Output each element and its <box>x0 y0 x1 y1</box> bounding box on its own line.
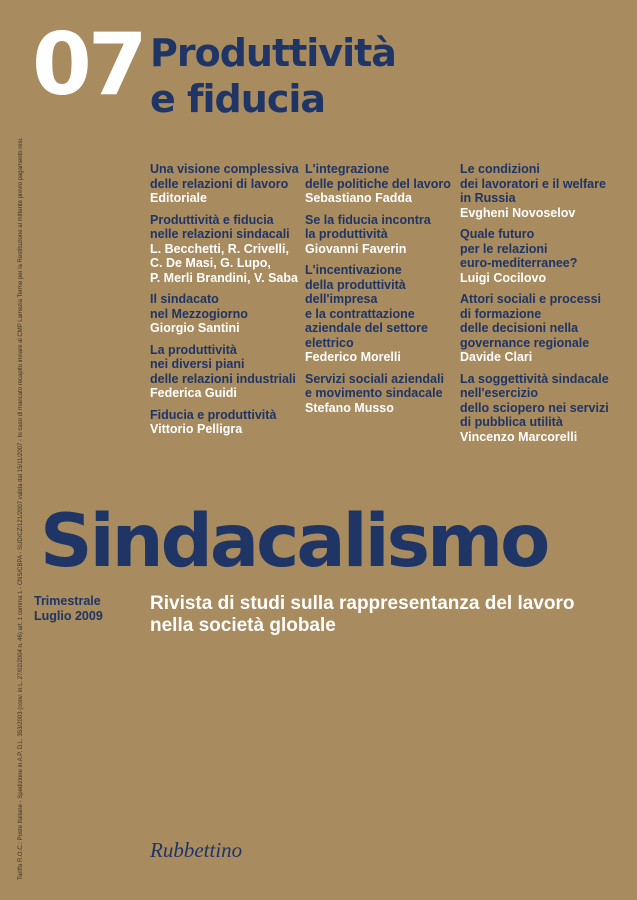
toc-column-2 <box>305 162 455 422</box>
publisher-logo: Rubbettino <box>150 838 243 862</box>
frequency: Trimestrale <box>34 594 101 608</box>
article-author: Editoriale <box>150 191 207 205</box>
article-title: Attori sociali e processi di formazione delle decisioni nella governance regionale <box>460 292 602 350</box>
article-author: Luigi Cocilovo <box>460 270 547 285</box>
postal-notice: Tariffa R.O.C.: Poste Italiane - Spedizione in A.P. D.L. 353/2003 (conv. in L. 27/02/2004 n. 46) art. 1 comma 1 - CNS/CBPA - SUD/CZ/121/2007 valida dal 15/11/2007 - In caso di mancato recapito inviare al CMP Lamezia Terme per la Restituzione al mittente previo pagamento resi. <box>18 137 24 880</box>
article-author: Davide Clari <box>460 350 533 364</box>
magazine-subtitle <box>150 593 630 637</box>
toc-entry <box>460 227 625 285</box>
publication-info <box>34 594 103 624</box>
article-author: Vittorio Pelligra <box>150 422 243 436</box>
magazine-masthead: Sindacalismo <box>40 499 548 584</box>
issue-title-line-1: Produttività <box>150 31 396 75</box>
article-author: Giorgio Santini <box>150 321 240 335</box>
toc-entry <box>460 162 625 220</box>
article-title: Una visione complessiva delle relazioni di lavoro <box>150 162 299 191</box>
toc-entry <box>150 343 300 401</box>
subtitle-line-2: nella società globale <box>150 615 336 636</box>
toc-column-1 <box>150 162 300 444</box>
article-title: Produttività e fiducia nelle relazioni sindacali <box>150 212 290 241</box>
issue-number: 07 <box>32 15 144 115</box>
article-author: Vincenzo Marcorelli <box>460 429 578 444</box>
toc-entry <box>460 372 625 445</box>
article-title: La produttività nei diversi piani delle relazioni industriali <box>150 342 296 386</box>
toc-entry <box>150 292 300 336</box>
article-title: Quale futuro per le relazioni euro-mediterranee? <box>460 227 578 270</box>
toc-entry <box>150 213 300 286</box>
toc-entry <box>150 162 300 206</box>
article-author: Evgheni Novoselov <box>460 205 576 220</box>
article-title: Le condizioni dei lavoratori e il welfare in Russia <box>460 162 606 205</box>
issue-date: Luglio 2009 <box>34 609 103 623</box>
article-author: Stefano Musso <box>305 400 394 415</box>
article-title: La soggettività sindacale nell'esercizio dello sciopero nei servizi di pubblica utilità <box>460 371 609 429</box>
issue-title-line-2: e fiducia <box>150 77 326 121</box>
article-title: Servizi sociali aziendali e movimento sindacale <box>305 371 444 400</box>
article-title: L'integrazione delle politiche del lavoro <box>305 162 451 191</box>
article-author: Giovanni Faverin <box>305 241 407 256</box>
toc-column-3 <box>460 162 625 451</box>
article-author: Federico Morelli <box>305 350 401 364</box>
toc-entry <box>460 292 625 365</box>
subtitle-line-1: Rivista di studi sulla rappresentanza del lavoro <box>150 593 575 614</box>
toc-entry <box>305 162 455 206</box>
article-title: Se la fiducia incontra la produttività <box>305 212 431 241</box>
article-author: L. Becchetti, R. Crivelli, C. De Masi, G. Lupo, P. Merli Brandini, V. Saba <box>150 241 298 285</box>
article-title: Fiducia e produttività <box>150 407 277 422</box>
article-title: L'incentivazione della produttività dell'impresa e la contrattazione aziendale del settore elettrico <box>305 263 428 350</box>
toc-entry <box>150 408 300 437</box>
article-author: Sebastiano Fadda <box>305 191 412 205</box>
toc-entry <box>305 213 455 257</box>
toc-entry <box>305 263 455 365</box>
toc-entry <box>305 372 455 416</box>
article-title: Il sindacato nel Mezzogiorno <box>150 292 248 321</box>
article-author: Federica Guidi <box>150 386 237 400</box>
issue-title <box>150 30 450 122</box>
